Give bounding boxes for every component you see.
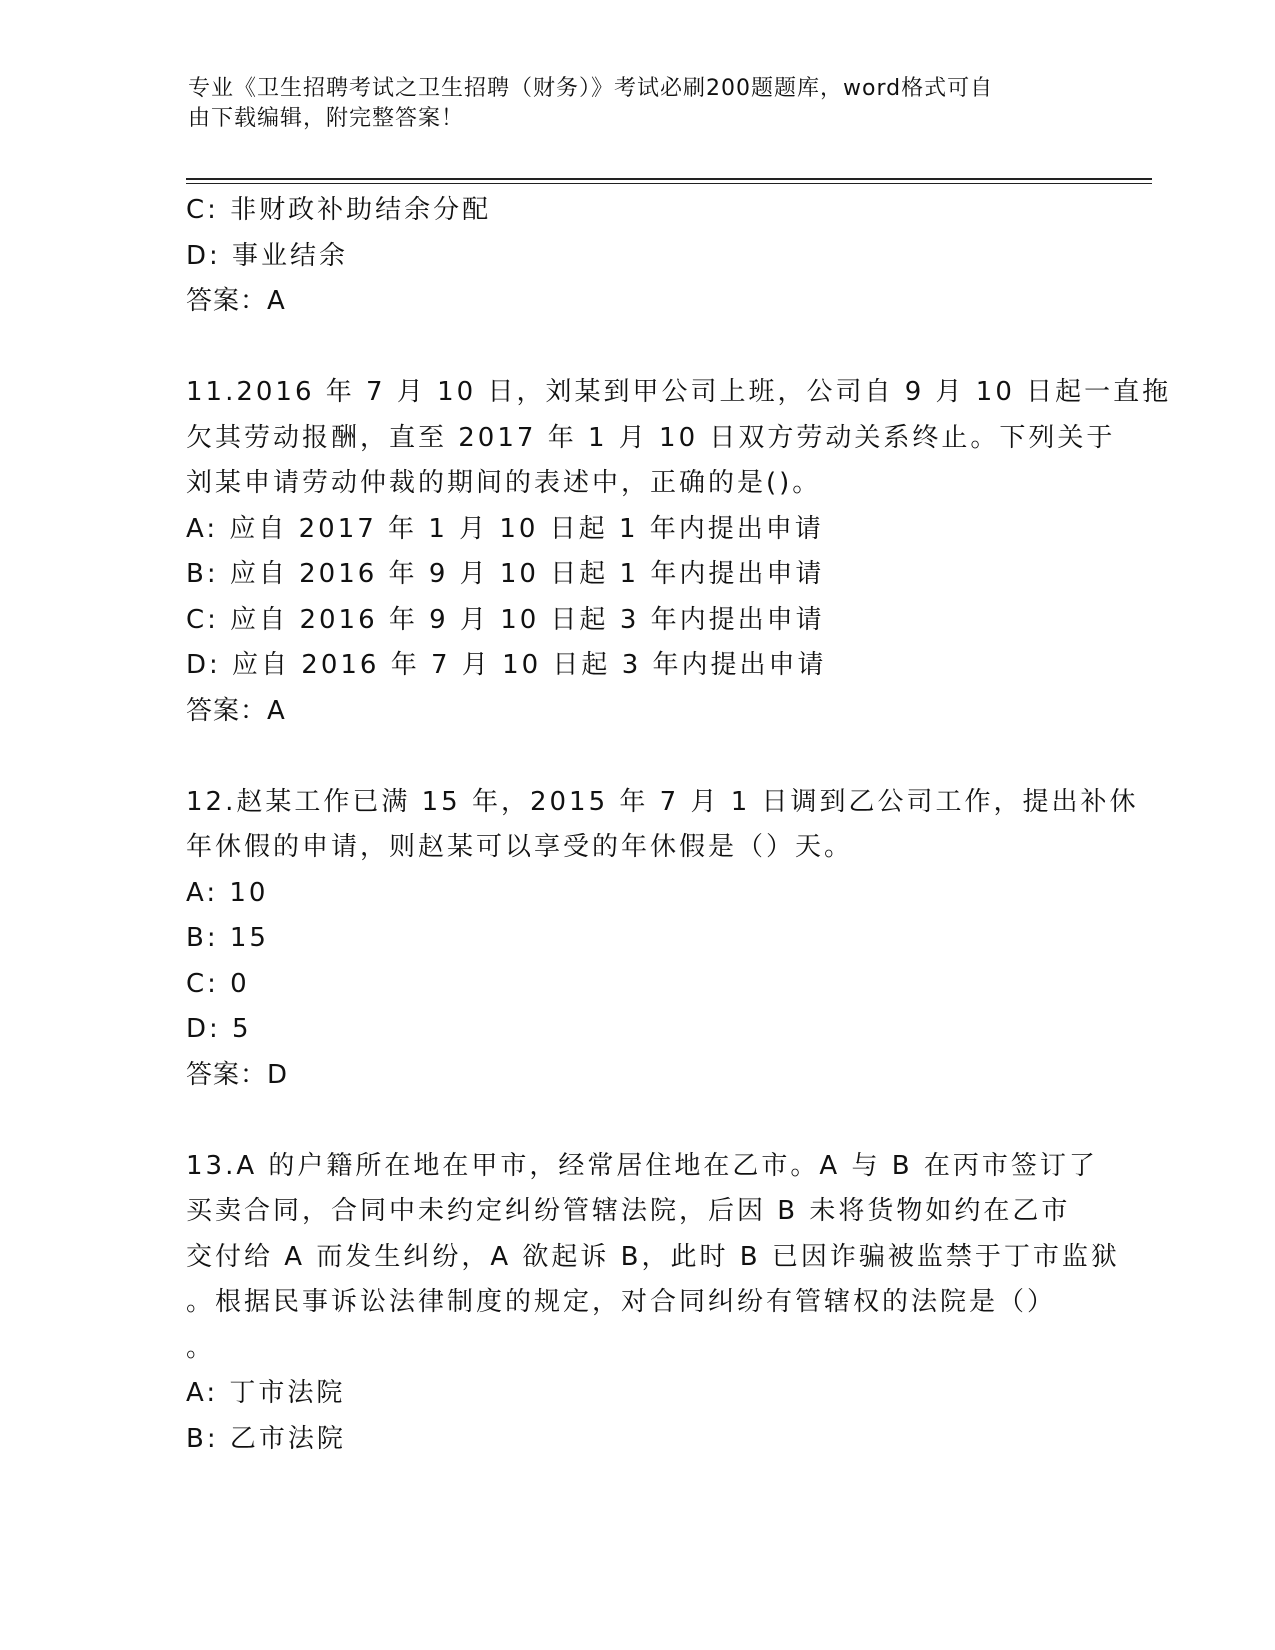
question-text-line: 欠其劳动报酬，直至 2017 年 1 月 10 日双方劳动关系终止。下列关于: [186, 422, 1116, 453]
option-c: C: 非财政补助结余分配: [186, 195, 492, 225]
question-12: [186, 780, 1139, 1099]
header-line-1: 专业《卫生招聘考试之卫生招聘（财务）》考试必刷200题题库，word格式可自: [188, 76, 994, 101]
question-text-line: 13.A 的户籍所在地在甲市，经常居住地在乙市。A 与 B 在丙市签订了: [186, 1150, 1098, 1181]
question-text-line: 。: [186, 1332, 216, 1363]
question-text-line: 。根据民事诉讼法律制度的规定，对合同纠纷有管辖权的法院是（）: [186, 1287, 1057, 1317]
option-a: A: 10: [186, 877, 269, 908]
answer-line: 答案：D: [186, 1059, 289, 1090]
spacer: [186, 325, 1086, 371]
question-text-line: 交付给 A 而发生纠纷，A 欲起诉 B，此时 B 已因诈骗被监禁于丁市监狱: [186, 1241, 1120, 1272]
spacer: [186, 1098, 1086, 1144]
document-header: [188, 74, 1068, 134]
question-list: [186, 188, 1172, 1462]
question-text-line: 刘某申请劳动仲裁的期间的表述中，正确的是()。: [186, 468, 822, 498]
option-c: C: 0: [186, 968, 250, 999]
header-divider-thick: [186, 178, 1152, 180]
question-text-line: 买卖合同，合同中未约定纠纷管辖法院，后因 B 未将货物如约在乙市: [186, 1196, 1071, 1226]
option-b: B: 15: [186, 923, 269, 953]
option-c: C: 应自 2016 年 9 月 10 日起 3 年内提出申请: [186, 604, 825, 635]
answer-line: 答案：A: [186, 695, 286, 726]
previous-question-tail: [186, 188, 1086, 325]
question-text-line: 11.2016 年 7 月 10 日，刘某到甲公司上班，公司自 9 月 10 日起一直拖: [186, 377, 1172, 407]
option-b: B: 应自 2016 年 9 月 10 日起 1 年内提出申请: [186, 559, 825, 589]
question-text-line: 12.赵某工作已满 15 年，2015 年 7 月 1 日调到乙公司工作，提出补休: [186, 786, 1139, 817]
header-divider-thin: [186, 183, 1152, 184]
spacer: [186, 734, 1086, 780]
option-d: D: 应自 2016 年 7 月 10 日起 3 年内提出申请: [186, 650, 827, 680]
option-b: B: 乙市法院: [186, 1423, 346, 1454]
answer-line: 答案：A: [186, 286, 286, 316]
option-d: D: 5: [186, 1014, 252, 1044]
option-a: A: 丁市法院: [186, 1378, 346, 1408]
question-text-line: 年休假的申请，则赵某可以享受的年休假是（）天。: [186, 832, 854, 862]
question-13: [186, 1144, 1120, 1463]
option-a: A: 应自 2017 年 1 月 10 日起 1 年内提出申请: [186, 513, 824, 544]
question-11: [186, 370, 1172, 734]
option-d: D: 事业结余: [186, 240, 349, 271]
header-line-2: 由下载编辑，附完整答案！: [188, 106, 465, 131]
